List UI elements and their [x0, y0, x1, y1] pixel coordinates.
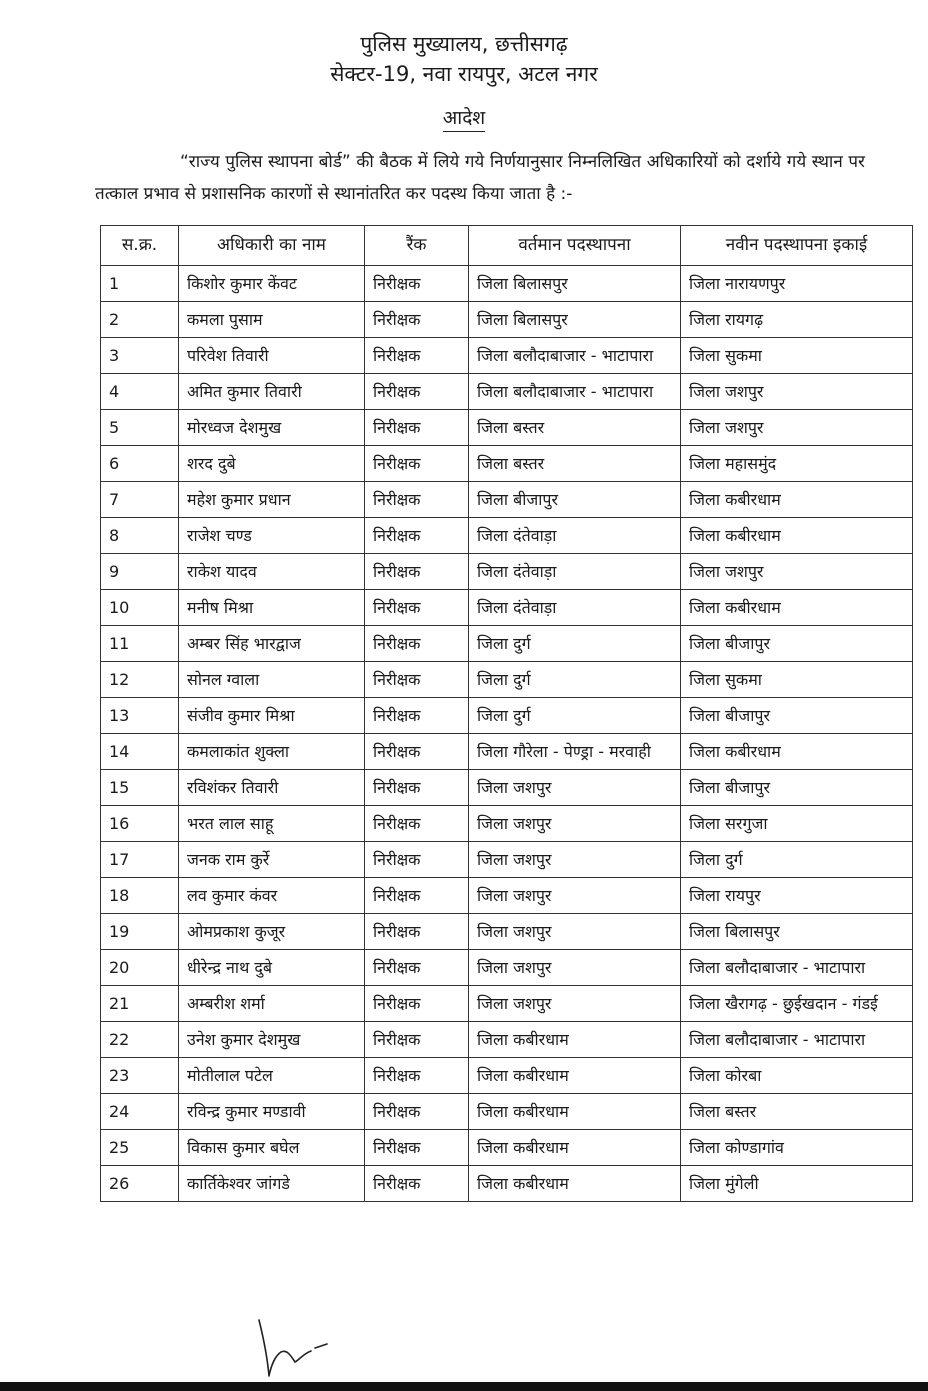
new-posting-cell: जिला रायपुर [681, 878, 913, 914]
rank-cell: निरीक्षक [365, 770, 469, 806]
serial-cell: 17 [101, 842, 179, 878]
serial-cell: 22 [101, 1022, 179, 1058]
rank-cell: निरीक्षक [365, 734, 469, 770]
name-cell: मोतीलाल पटेल [179, 1058, 365, 1094]
current-posting-cell: जिला कबीरधाम [469, 1166, 681, 1202]
name-cell: भरत लाल साहू [179, 806, 365, 842]
new-posting-cell: जिला कबीरधाम [681, 518, 913, 554]
new-posting-cell: जिला मुंगेली [681, 1166, 913, 1202]
serial-cell: 10 [101, 590, 179, 626]
name-cell: रविशंकर तिवारी [179, 770, 365, 806]
current-posting-cell: जिला जशपुर [469, 914, 681, 950]
table-header-row [101, 226, 913, 266]
name-cell: विकास कुमार बघेल [179, 1130, 365, 1166]
new-posting-cell: जिला जशपुर [681, 554, 913, 590]
rank-cell: निरीक्षक [365, 950, 469, 986]
rank-cell: निरीक्षक [365, 1094, 469, 1130]
table-row [101, 482, 913, 518]
name-cell: संजीव कुमार मिश्रा [179, 698, 365, 734]
rank-cell: निरीक्षक [365, 914, 469, 950]
rank-cell: निरीक्षक [365, 662, 469, 698]
rank-cell: निरीक्षक [365, 482, 469, 518]
current-posting-cell: जिला बिलासपुर [469, 266, 681, 302]
new-posting-cell: जिला कबीरधाम [681, 734, 913, 770]
name-cell: रविन्द्र कुमार मण्डावी [179, 1094, 365, 1130]
rank-cell: निरीक्षक [365, 1058, 469, 1094]
serial-cell: 5 [101, 410, 179, 446]
name-cell: अम्बर सिंह भारद्वाज [179, 626, 365, 662]
new-posting-cell: जिला बीजापुर [681, 770, 913, 806]
name-cell: परिवेश तिवारी [179, 338, 365, 374]
name-cell: कार्तिकेश्वर जांगडे [179, 1166, 365, 1202]
current-posting-cell: जिला जशपुर [469, 770, 681, 806]
name-cell: सोनल ग्वाला [179, 662, 365, 698]
current-posting-cell: जिला कबीरधाम [469, 1130, 681, 1166]
col-header-name: अधिकारी का नाम [179, 226, 365, 266]
current-posting-cell: जिला बस्तर [469, 410, 681, 446]
serial-cell: 20 [101, 950, 179, 986]
name-cell: अम्बरीश शर्मा [179, 986, 365, 1022]
rank-cell: निरीक्षक [365, 410, 469, 446]
table-row [101, 410, 913, 446]
table-body [101, 266, 913, 1202]
current-posting-cell: जिला जशपुर [469, 806, 681, 842]
serial-cell: 3 [101, 338, 179, 374]
rank-cell: निरीक्षक [365, 1166, 469, 1202]
rank-cell: निरीक्षक [365, 986, 469, 1022]
table-row [101, 338, 913, 374]
name-cell: राजेश चण्ड [179, 518, 365, 554]
new-posting-cell: जिला सरगुजा [681, 806, 913, 842]
name-cell: लव कुमार कंवर [179, 878, 365, 914]
table-row [101, 878, 913, 914]
rank-cell: निरीक्षक [365, 590, 469, 626]
rank-cell: निरीक्षक [365, 518, 469, 554]
current-posting-cell: जिला कबीरधाम [469, 1094, 681, 1130]
current-posting-cell: जिला दंतेवाड़ा [469, 590, 681, 626]
current-posting-cell: जिला बस्तर [469, 446, 681, 482]
current-posting-cell: जिला कबीरधाम [469, 1058, 681, 1094]
name-cell: जनक राम कुर्रे [179, 842, 365, 878]
name-cell: धीरेन्द्र नाथ दुबे [179, 950, 365, 986]
new-posting-cell: जिला कबीरधाम [681, 590, 913, 626]
current-posting-cell: जिला दुर्ग [469, 662, 681, 698]
serial-cell: 24 [101, 1094, 179, 1130]
rank-cell: निरीक्षक [365, 842, 469, 878]
new-posting-cell: जिला जशपुर [681, 410, 913, 446]
serial-cell: 13 [101, 698, 179, 734]
new-posting-cell: जिला बलौदाबाजार - भाटापारा [681, 1022, 913, 1058]
new-posting-cell: जिला बस्तर [681, 1094, 913, 1130]
rank-cell: निरीक्षक [365, 554, 469, 590]
order-title-text: आदेश [443, 107, 485, 132]
new-posting-cell: जिला कोरबा [681, 1058, 913, 1094]
serial-cell: 11 [101, 626, 179, 662]
new-posting-cell: जिला सुकमा [681, 338, 913, 374]
new-posting-cell: जिला बीजापुर [681, 698, 913, 734]
new-posting-cell: जिला रायगढ़ [681, 302, 913, 338]
table-row [101, 1022, 913, 1058]
current-posting-cell: जिला दंतेवाड़ा [469, 554, 681, 590]
serial-cell: 19 [101, 914, 179, 950]
table-row [101, 554, 913, 590]
new-posting-cell: जिला बलौदाबाजार - भाटापारा [681, 950, 913, 986]
table-row [101, 374, 913, 410]
current-posting-cell: जिला बलौदाबाजार - भाटापारा [469, 338, 681, 374]
table-row [101, 590, 913, 626]
serial-cell: 12 [101, 662, 179, 698]
col-header-serial: स.क्र. [101, 226, 179, 266]
new-posting-cell: जिला महासमुंद [681, 446, 913, 482]
name-cell: मोरध्वज देशमुख [179, 410, 365, 446]
name-cell: ओमप्रकाश कुजूर [179, 914, 365, 950]
office-address: सेक्टर-19, नवा रायपुर, अटल नगर [330, 62, 598, 86]
table-row [101, 518, 913, 554]
rank-cell: निरीक्षक [365, 338, 469, 374]
rank-cell: निरीक्षक [365, 374, 469, 410]
rank-cell: निरीक्षक [365, 806, 469, 842]
name-cell: मनीष मिश्रा [179, 590, 365, 626]
table-row [101, 662, 913, 698]
name-cell: किशोर कुमार केंवट [179, 266, 365, 302]
new-posting-cell: जिला खैरागढ़ - छुईखदान - गंडई [681, 986, 913, 1022]
table-row [101, 986, 913, 1022]
table-row [101, 302, 913, 338]
office-name: पुलिस मुख्यालय, छत्तीसगढ़ [360, 32, 568, 56]
serial-cell: 26 [101, 1166, 179, 1202]
rank-cell: निरीक्षक [365, 266, 469, 302]
current-posting-cell: जिला जशपुर [469, 878, 681, 914]
signature-mark [255, 1318, 345, 1380]
serial-cell: 7 [101, 482, 179, 518]
new-posting-cell: जिला कोण्डागांव [681, 1130, 913, 1166]
table-row [101, 626, 913, 662]
new-posting-cell: जिला बीजापुर [681, 626, 913, 662]
col-header-new-posting: नवीन पदस्थापना इकाई [681, 226, 913, 266]
col-header-rank: रैंक [365, 226, 469, 266]
table-row [101, 266, 913, 302]
table-row [101, 914, 913, 950]
rank-cell: निरीक्षक [365, 626, 469, 662]
col-header-current-posting: वर्तमान पदस्थापना [469, 226, 681, 266]
name-cell: कमलाकांत शुक्ला [179, 734, 365, 770]
order-title [0, 104, 928, 130]
rank-cell: निरीक्षक [365, 1130, 469, 1166]
table-row [101, 734, 913, 770]
name-cell: शरद दुबे [179, 446, 365, 482]
serial-cell: 25 [101, 1130, 179, 1166]
rank-cell: निरीक्षक [365, 302, 469, 338]
new-posting-cell: जिला जशपुर [681, 374, 913, 410]
new-posting-cell: जिला नारायणपुर [681, 266, 913, 302]
table-row [101, 1166, 913, 1202]
current-posting-cell: जिला बलौदाबाजार - भाटापारा [469, 374, 681, 410]
name-cell: उनेश कुमार देशमुख [179, 1022, 365, 1058]
current-posting-cell: जिला दुर्ग [469, 626, 681, 662]
serial-cell: 23 [101, 1058, 179, 1094]
rank-cell: निरीक्षक [365, 698, 469, 734]
table-row [101, 446, 913, 482]
serial-cell: 15 [101, 770, 179, 806]
name-cell: महेश कुमार प्रधान [179, 482, 365, 518]
rank-cell: निरीक्षक [365, 878, 469, 914]
name-cell: राकेश यादव [179, 554, 365, 590]
table-row [101, 770, 913, 806]
serial-cell: 8 [101, 518, 179, 554]
current-posting-cell: जिला बीजापुर [469, 482, 681, 518]
current-posting-cell: जिला दुर्ग [469, 698, 681, 734]
serial-cell: 21 [101, 986, 179, 1022]
current-posting-cell: जिला बिलासपुर [469, 302, 681, 338]
rank-cell: निरीक्षक [365, 1022, 469, 1058]
current-posting-cell: जिला गौरेला - पेण्ड्रा - मरवाही [469, 734, 681, 770]
current-posting-cell: जिला कबीरधाम [469, 1022, 681, 1058]
new-posting-cell: जिला बिलासपुर [681, 914, 913, 950]
table-row [101, 698, 913, 734]
table-row [101, 806, 913, 842]
current-posting-cell: जिला दंतेवाड़ा [469, 518, 681, 554]
serial-cell: 16 [101, 806, 179, 842]
table-row [101, 1058, 913, 1094]
serial-cell: 9 [101, 554, 179, 590]
serial-cell: 4 [101, 374, 179, 410]
page-bottom-edge [0, 1382, 928, 1391]
serial-cell: 2 [101, 302, 179, 338]
table-row [101, 1130, 913, 1166]
serial-cell: 14 [101, 734, 179, 770]
serial-cell: 18 [101, 878, 179, 914]
new-posting-cell: जिला कबीरधाम [681, 482, 913, 518]
table-row [101, 950, 913, 986]
new-posting-cell: जिला दुर्ग [681, 842, 913, 878]
table-row [101, 842, 913, 878]
name-cell: अमित कुमार तिवारी [179, 374, 365, 410]
transfer-table [100, 225, 913, 1202]
serial-cell: 6 [101, 446, 179, 482]
serial-cell: 1 [101, 266, 179, 302]
current-posting-cell: जिला जशपुर [469, 986, 681, 1022]
current-posting-cell: जिला जशपुर [469, 842, 681, 878]
name-cell: कमला पुसाम [179, 302, 365, 338]
table-row [101, 1094, 913, 1130]
intro-paragraph: “राज्य पुलिस स्थापना बोर्ड” की बैठक में लिये गये निर्णयानुसार निम्नलिखित अधिकारियों को दर्शाये गये स्थान पर तत्काल प्रभाव से प्रशासनिक कारणों से स्थानांतरित कर पदस्थ किया जाता है :- [95, 152, 865, 204]
new-posting-cell: जिला सुकमा [681, 662, 913, 698]
current-posting-cell: जिला जशपुर [469, 950, 681, 986]
rank-cell: निरीक्षक [365, 446, 469, 482]
